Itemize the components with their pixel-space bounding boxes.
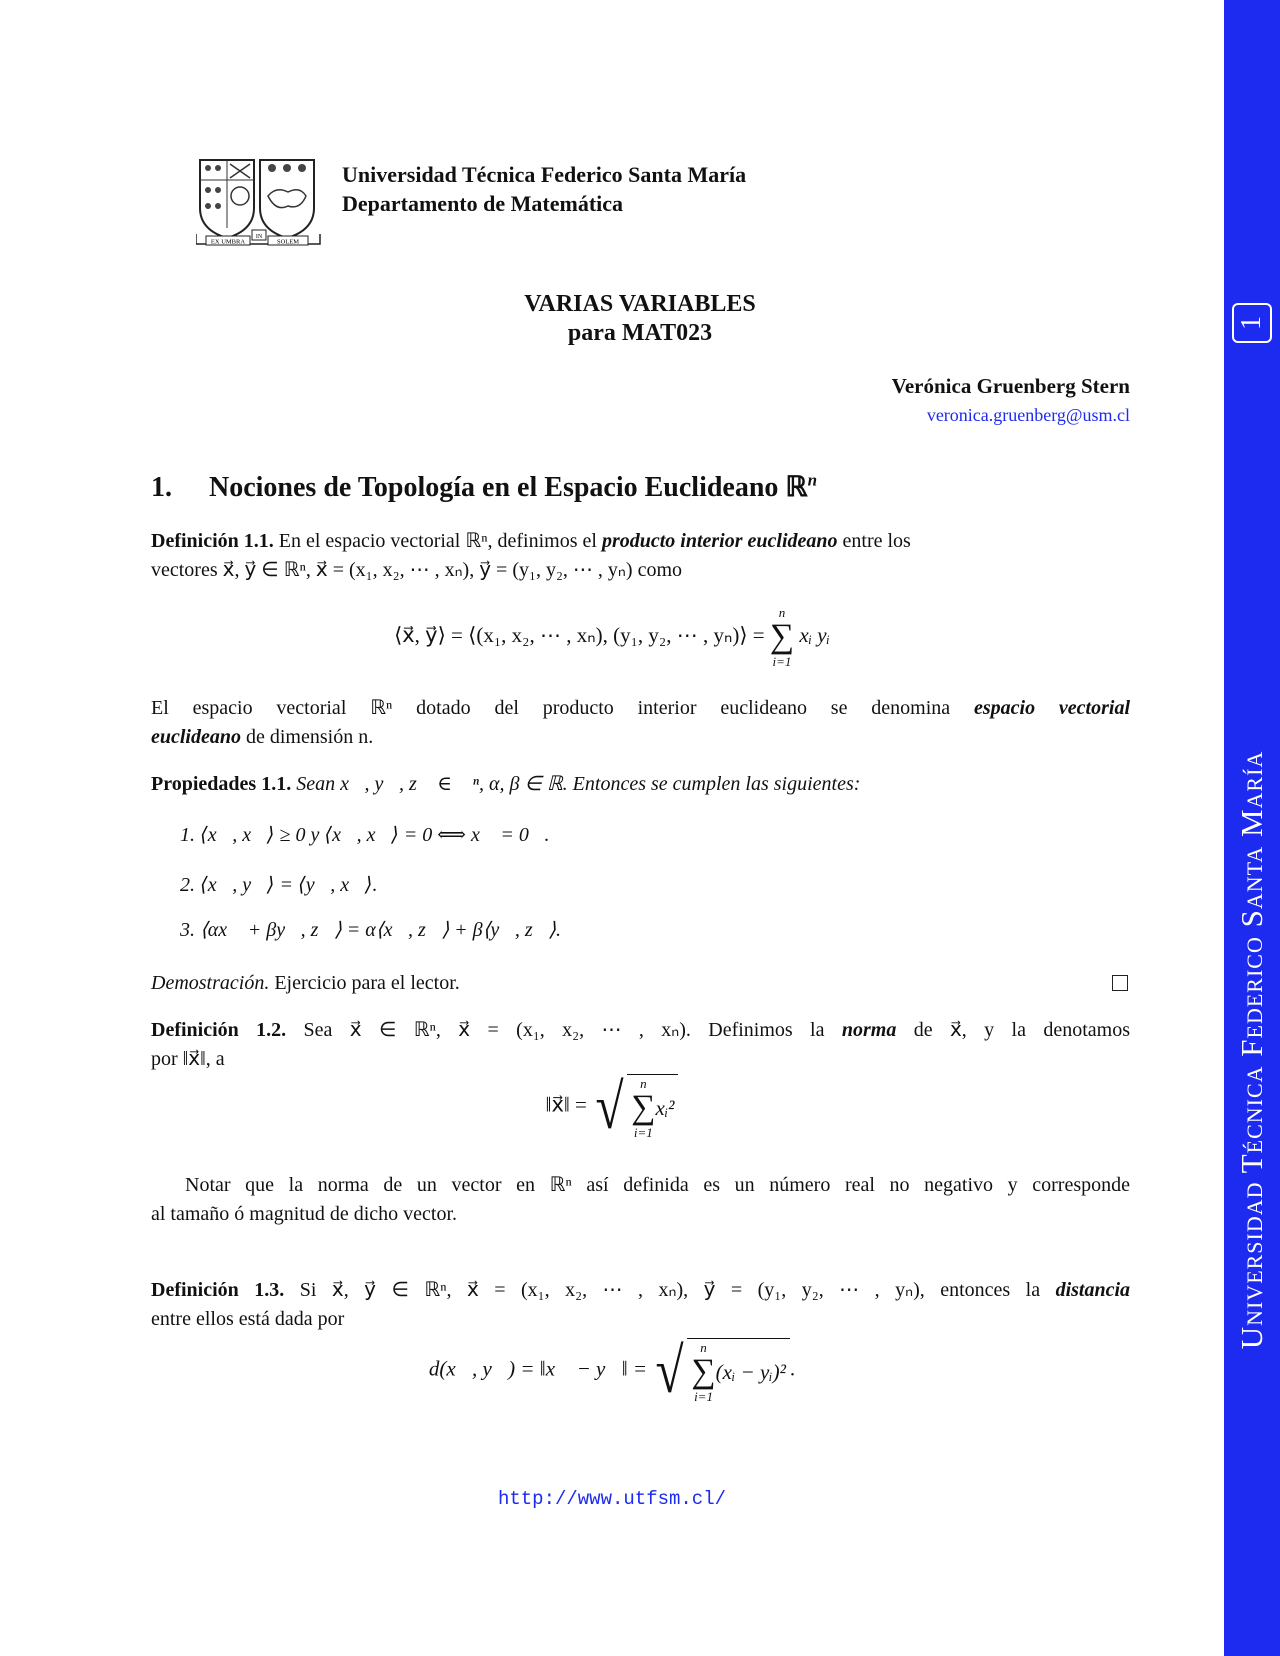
sum-top: n xyxy=(778,605,786,620)
footer-url-link[interactable]: http://www.utfsm.cl/ xyxy=(497,1488,727,1510)
def12-text2: de x⃗, y la denotamos xyxy=(896,1019,1131,1041)
para1-term1: espacio vectorial xyxy=(973,697,1130,719)
def12-eq-right: xᵢ² xyxy=(655,1095,675,1120)
author-email-link[interactable]: veronica.gruenberg@usm.cl xyxy=(926,405,1130,425)
def11-text1: En el espacio vectorial ℝⁿ, definimos el xyxy=(273,530,602,552)
department-name: Departamento de Matemática xyxy=(342,191,624,216)
para1-text1: El espacio vectorial ℝⁿ dotado del producto interior euclideano se denomina xyxy=(151,697,974,719)
university-crest-icon xyxy=(196,158,322,250)
prop11-item-2: 2. ⟨x⃗, y⃗⟩ = ⟨y⃗, x⃗⟩. xyxy=(180,874,378,896)
def11-eq-right: xᵢ yᵢ xyxy=(799,622,830,647)
proof xyxy=(151,969,1130,998)
title-line-2: para MAT023 xyxy=(567,320,713,346)
motto-mid: IN xyxy=(255,234,263,240)
proof-label: Demostración. xyxy=(151,972,270,994)
para1-line-1 xyxy=(151,694,1130,723)
paragraph-norm-note xyxy=(151,1171,1130,1229)
def11-term: producto interior euclideano xyxy=(601,530,838,552)
def13-line-2: entre ellos está dada por xyxy=(151,1308,345,1330)
def11-equation xyxy=(0,606,1224,668)
def13-equation: d(x⃗, y⃗) = ‖x⃗ − y⃗‖ = √ n ∑ i=1 (xᵢ − yᵢ)² . xyxy=(428,1334,796,1406)
def12-term: norma xyxy=(841,1019,897,1041)
section-number: 1. xyxy=(151,472,172,503)
def12-sum-top: n xyxy=(640,1076,647,1091)
def13-line-1 xyxy=(151,1276,1130,1305)
def11-line-2: vectores x⃗, y⃗ ∈ ℝⁿ, x⃗ = (x₁, x₂, ⋯ , xₙ), y⃗ = (y₁, y₂, ⋯ , yₙ) como xyxy=(151,559,682,581)
motto-left: EX UMBRA xyxy=(210,238,246,246)
def12-line-2: por ‖x⃗‖, a xyxy=(151,1048,225,1070)
para1-term2: euclideano xyxy=(151,726,241,748)
title-line-1: VARIAS VARIABLES xyxy=(524,291,756,317)
definition-1-2 xyxy=(151,1016,1130,1074)
qed-square-icon xyxy=(1112,975,1128,991)
sidebar-university-text: Universidad Técnica Federico Santa María xyxy=(1234,750,1269,1350)
def11-line-1 xyxy=(151,527,1130,556)
properties-1-1 xyxy=(151,770,1130,799)
page-number: 1 xyxy=(1236,316,1267,330)
def13-eq-right: (xᵢ − yᵢ)² xyxy=(715,1359,786,1384)
definition-1-1 xyxy=(151,527,1130,585)
def13-term: distancia xyxy=(1055,1279,1131,1301)
def12-label: Definición 1.2. xyxy=(151,1019,287,1041)
def12-eq-left: ‖x⃗‖ = xyxy=(545,1092,587,1117)
document-title xyxy=(0,290,1280,348)
def12-equation xyxy=(0,1070,1224,1142)
def13-label: Definición 1.3. xyxy=(151,1279,285,1301)
para2-line-2: al tamaño ó magnitud de dicho vector. xyxy=(151,1203,458,1225)
paragraph-euclidean-space xyxy=(151,694,1130,752)
proof-text: Ejercicio para el lector. xyxy=(269,972,460,994)
sqrt-symbol-2: √ n ∑ i=1 (xᵢ − yᵢ)² xyxy=(652,1338,790,1403)
def13-eq-left: d(x⃗, y⃗) = ‖x⃗ − y⃗‖ = xyxy=(428,1356,648,1381)
section-heading xyxy=(151,470,817,504)
para1-line-2 xyxy=(151,723,1130,752)
institution-header xyxy=(342,160,746,218)
def12-sum-bottom: i=1 xyxy=(633,1125,653,1140)
sqrt-symbol: √ n ∑ i=1 xᵢ² xyxy=(592,1074,678,1139)
university-name: Universidad Técnica Federico Santa María xyxy=(342,162,747,187)
def13-sum-top: n xyxy=(700,1340,707,1355)
def11-label: Definición 1.1. xyxy=(151,530,274,552)
para2-line-1: Notar que la norma de un vector en ℝⁿ así definida es un número real no negativo y corresponde xyxy=(185,1174,1130,1196)
sum-symbol: n ∑ i=1 xyxy=(769,605,795,669)
definition-1-3 xyxy=(151,1276,1130,1334)
section-title-sup: n xyxy=(807,470,818,490)
para1-text2: de dimensión n. xyxy=(241,726,374,748)
def11-text2: entre los xyxy=(837,530,911,552)
def12-line-1 xyxy=(151,1016,1130,1045)
section-title: Nociones de Topología en el Espacio Euclideano ℝ xyxy=(209,472,808,503)
prop11-item-1: 1. ⟨x⃗, x⃗⟩ ≥ 0 y ⟨x⃗, x⃗⟩ = 0 ⟺ x⃗ = 0⃗. xyxy=(180,824,550,846)
def11-eq-left: ⟨x⃗, y⃗⟩ = ⟨(x₁, x₂, ⋯ , xₙ), (y₁, y₂, ⋯ , yₙ)⟩ = xyxy=(394,622,765,647)
prop11-text: Sean x⃗, y⃗, z⃗ ∈ ℝⁿ, α, β ∈ ℝ. Entonces se cumplen las siguientes: xyxy=(291,773,861,795)
author-block xyxy=(892,374,1130,426)
def12-text1: Sea x⃗ ∈ ℝⁿ, x⃗ = (x₁, x₂, ⋯ , xₙ). Definimos la xyxy=(286,1019,842,1041)
motto-right: SOLEM xyxy=(276,238,300,246)
prop11-label: Propiedades 1.1. xyxy=(151,773,292,795)
prop11-item-3: 3. ⟨αx⃗ + βy⃗, z⃗⟩ = α⟨x⃗, z⃗⟩ + β⟨y⃗, z⃗⟩. xyxy=(180,919,561,941)
author-name: Verónica Gruenberg Stern xyxy=(891,374,1130,398)
def13-sum-bottom: i=1 xyxy=(694,1389,713,1404)
sum-bottom: i=1 xyxy=(772,654,792,669)
def13-text1: Si x⃗, y⃗ ∈ ℝⁿ, x⃗ = (x₁, x₂, ⋯ , xₙ), y⃗ = (y₁, y₂, ⋯ , yₙ), entonces la xyxy=(284,1279,1056,1301)
